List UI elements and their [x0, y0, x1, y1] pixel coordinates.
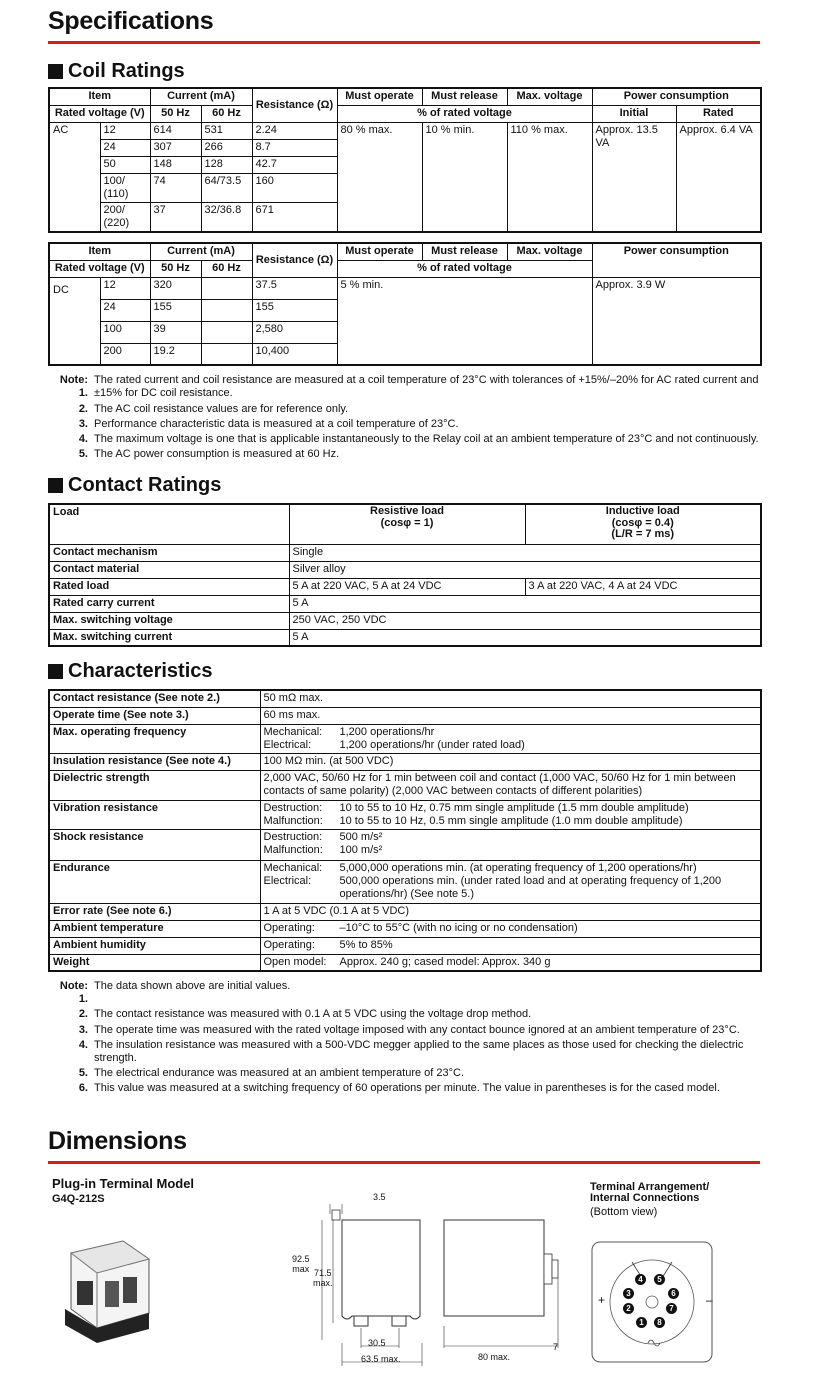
table-cell: 266	[201, 139, 252, 156]
row-label: Weight	[49, 954, 260, 971]
row-label: Contact resistance (See note 2.)	[49, 690, 260, 707]
row-value: 5 A at 220 VAC, 5 A at 24 VDC	[289, 578, 525, 595]
terminal-pin-3: 3	[623, 1288, 634, 1299]
hdr-max-voltage: Max. voltage	[507, 243, 592, 260]
dim-71-5: 71.5 max.	[313, 1267, 333, 1289]
hdr-60hz: 60 Hz	[201, 260, 252, 277]
dim-7: 7	[553, 1341, 559, 1352]
relay-photo-icon	[53, 1233, 153, 1345]
specs-title: Specifications	[48, 7, 214, 35]
row-value: Mechanical: 5,000,000 operations min. (at operating frequency of 1,200 operations/hr) Electrical: 500,000 operations min. (under rated load and at operating frequency of 1,200 operations/hr) (See note 5.)	[260, 861, 761, 904]
table-cell: 2,580	[252, 321, 337, 343]
table-cell: 24	[100, 299, 150, 321]
table-cell: 531	[201, 122, 252, 139]
note-item: Note: 1. The rated current and coil resistance are measured at a coil temperature of 23°C with tolerances of +15%/–20% for AC rated current and ±15% for DC coil resistance.	[59, 374, 759, 400]
table-cell: 614	[150, 122, 201, 139]
contact-ratings-table	[48, 503, 762, 647]
table-cell: 24	[100, 139, 150, 156]
row-label: Endurance	[49, 861, 260, 904]
note-item: 2. The contact resistance was measured with 0.1 A at 5 VDC using the voltage drop method.	[78, 1008, 532, 1021]
row-label: Shock resistance	[49, 830, 260, 861]
row-label: Operate time (See note 3.)	[49, 707, 260, 724]
table-cell: 155	[150, 299, 201, 321]
table-cell: 671	[252, 202, 337, 232]
square-bullet-icon	[48, 64, 63, 79]
table-cell: 307	[150, 139, 201, 156]
note-item: 5. The electrical endurance was measured at an ambient temperature of 23°C.	[78, 1067, 465, 1080]
table-cell: 100/ (110)	[100, 173, 150, 202]
hdr-rated: Rated	[676, 105, 761, 122]
table-cell: 155	[252, 299, 337, 321]
hdr-must-release: Must release	[422, 243, 507, 260]
ac-must-operate: 80 % max.	[337, 122, 422, 232]
table-cell: 12	[100, 277, 150, 299]
plus-terminal-label: +	[598, 1292, 606, 1307]
table-cell	[201, 277, 252, 299]
table-cell: 19.2	[150, 343, 201, 365]
row-value: 2,000 VAC, 50/60 Hz for 1 min between coil and contact (1,000 VAC, 50/60 Hz for 1 min between contacts of same polarity) (2,000 VAC between contacts of different polarities)	[260, 771, 761, 800]
coil-ac-table	[48, 87, 762, 233]
table-cell: 37	[150, 202, 201, 232]
table-cell: 10,400	[252, 343, 337, 365]
hdr-max-voltage: Max. voltage	[507, 88, 592, 105]
row-value: Operating: 5% to 85%	[260, 937, 761, 954]
terminal-pin-2: 2	[623, 1303, 634, 1314]
coil-ratings-heading: Coil Ratings	[48, 61, 760, 81]
table-cell: 320	[150, 277, 201, 299]
row-label: Rated carry current	[49, 595, 289, 612]
row-value: 3 A at 220 VAC, 4 A at 24 VDC	[525, 578, 761, 595]
ac-max-voltage: 110 % max.	[507, 122, 592, 232]
terminal-subtitle: (Bottom view)	[590, 1205, 658, 1218]
row-value: Operating: –10°C to 55°C (with no icing or no condensation)	[260, 920, 761, 937]
row-label: Max. operating frequency	[49, 724, 260, 753]
table-cell: 160	[252, 173, 337, 202]
dc-type: DC	[49, 277, 100, 365]
dim-80: 80 max.	[478, 1351, 511, 1362]
dc-power: Approx. 3.9 W	[592, 277, 761, 365]
hdr-50hz: 50 Hz	[150, 105, 201, 122]
table-cell: 2.24	[252, 122, 337, 139]
square-bullet-icon	[48, 478, 63, 493]
row-value: Destruction: 500 m/s² Malfunction: 100 m/s²	[260, 830, 761, 861]
coil-dc-table	[48, 242, 762, 366]
note-item: 3. Performance characteristic data is measured at a coil temperature of 23°C.	[78, 417, 459, 430]
note-item: 2. The AC coil resistance values are for reference only.	[78, 402, 349, 415]
minus-terminal-label: –	[706, 1292, 713, 1307]
hdr-resistance: Resistance (Ω)	[252, 88, 337, 122]
row-label: Contact material	[49, 561, 289, 578]
contact-ratings-heading: Contact Ratings	[48, 475, 760, 495]
hdr-item: Item	[49, 243, 150, 260]
dim-63-5: 63.5 max.	[361, 1353, 401, 1364]
resistive-load-header: Resistive load (cosφ = 1)	[289, 504, 525, 544]
row-value: 1 A at 5 VDC (0.1 A at 5 VDC)	[260, 903, 761, 920]
row-value: Single	[289, 544, 761, 561]
table-cell: 50	[100, 156, 150, 173]
table-cell: 148	[150, 156, 201, 173]
row-value: Destruction: 10 to 55 to 10 Hz, 0.75 mm single amplitude (1.5 mm double amplitude) Malfunction: 10 to 55 to 10 Hz, 0.5 mm single amplitude (1.0 mm double amplitude)	[260, 800, 761, 829]
char-notes	[48, 980, 760, 1096]
table-cell	[201, 299, 252, 321]
row-label: Max. switching current	[49, 629, 289, 646]
row-value: 100 MΩ min. (at 500 VDC)	[260, 754, 761, 771]
dims-heading-row	[48, 1120, 760, 1164]
ac-initial: Approx. 13.5 VA	[592, 122, 676, 232]
dimensions-section	[48, 1168, 760, 1378]
table-cell	[201, 343, 252, 365]
row-value: 250 VAC, 250 VDC	[289, 612, 761, 629]
dim-92-5: 92.5 max	[292, 1253, 310, 1275]
row-value: 5 A	[289, 595, 761, 612]
specs-heading-row	[48, 0, 760, 44]
datasheet-page	[48, 0, 760, 1378]
hdr-power: Power consumption	[592, 88, 761, 105]
row-label: Contact mechanism	[49, 544, 289, 561]
terminal-pin-4: 4	[635, 1274, 646, 1285]
inductive-load-header: Inductive load (cosφ = 0.4) (L/R = 7 ms)	[525, 504, 761, 544]
side-view-drawing	[440, 1218, 570, 1368]
row-label: Ambient humidity	[49, 937, 260, 954]
terminal-pin-1: 1	[636, 1317, 647, 1328]
terminal-pin-5: 5	[654, 1274, 665, 1285]
table-cell: 64/73.5	[201, 173, 252, 202]
row-label: Insulation resistance (See note 4.)	[49, 754, 260, 771]
hdr-initial: Initial	[592, 105, 676, 122]
row-label: Rated load	[49, 578, 289, 595]
characteristics-table	[48, 689, 762, 972]
table-cell: 128	[201, 156, 252, 173]
row-value: Open model: Approx. 240 g; cased model: Approx. 340 g	[260, 954, 761, 971]
table-cell: 32/36.8	[201, 202, 252, 232]
table-cell: 8.7	[252, 139, 337, 156]
contact-load-label: Load	[49, 504, 289, 544]
hdr-item: Item	[49, 88, 150, 105]
dim-30-5: 30.5	[368, 1337, 386, 1348]
note-item: 3. The operate time was measured with the rated voltage imposed with any contact bounce ignored at an ambient temperature of 23°C.	[78, 1023, 740, 1036]
hdr-current: Current (mA)	[150, 243, 252, 260]
dc-must-operate: 5 % min.	[337, 277, 592, 365]
dim-3-5: 3.5	[373, 1191, 386, 1202]
note-item: 5. The AC power consumption is measured at 60 Hz.	[78, 448, 340, 461]
table-cell: 42.7	[252, 156, 337, 173]
coil-notes	[48, 374, 760, 461]
square-bullet-icon	[48, 664, 63, 679]
note-item: 4. The maximum voltage is one that is applicable instantaneously to the Relay coil at an ambient temperature of 23°C and not continuously.	[78, 433, 759, 445]
row-label: Error rate (See note 6.)	[49, 903, 260, 920]
terminal-diagram	[590, 1240, 715, 1365]
hdr-pct: % of rated voltage	[337, 105, 592, 122]
table-cell: 200	[100, 343, 150, 365]
hdr-50hz: 50 Hz	[150, 260, 201, 277]
hdr-current: Current (mA)	[150, 88, 252, 105]
table-cell: 200/ (220)	[100, 202, 150, 232]
model-code: G4Q-212S	[52, 1192, 105, 1205]
row-label: Ambient temperature	[49, 920, 260, 937]
dims-title: Dimensions	[48, 1126, 187, 1155]
row-value: Mechanical: 1,200 operations/hr Electrical: 1,200 operations/hr (under rated load)	[260, 724, 761, 753]
row-label: Dielectric strength	[49, 771, 260, 800]
hdr-60hz: 60 Hz	[201, 105, 252, 122]
hdr-pct: % of rated voltage	[337, 260, 592, 277]
row-value: Silver alloy	[289, 561, 761, 578]
hdr-rated-voltage: Rated voltage (V)	[49, 260, 150, 277]
note-item: 4. The insulation resistance was measured with a 500-VDC megger applied to the same places as those used for checking the dielectric strength.	[78, 1038, 744, 1064]
row-label: Vibration resistance	[49, 800, 260, 829]
table-cell: 37.5	[252, 277, 337, 299]
hdr-must-operate: Must operate	[337, 243, 422, 260]
terminal-pin-7: 7	[666, 1303, 677, 1314]
note-item: 6. This value was measured at a switching frequency of 60 operations per minute. The value in parentheses is for the cased model.	[78, 1082, 720, 1095]
hdr-must-release: Must release	[422, 88, 507, 105]
row-label: Max. switching voltage	[49, 612, 289, 629]
row-value: 50 mΩ max.	[260, 690, 761, 707]
terminal-pin-6: 6	[668, 1288, 679, 1299]
table-cell: 74	[150, 173, 201, 202]
row-value: 60 ms max.	[260, 707, 761, 724]
hdr-resistance: Resistance (Ω)	[252, 243, 337, 277]
table-cell: 12	[100, 122, 150, 139]
ac-type: AC	[49, 122, 100, 232]
table-cell	[201, 321, 252, 343]
row-value: 5 A	[289, 629, 761, 646]
hdr-must-operate: Must operate	[337, 88, 422, 105]
table-cell: 39	[150, 321, 201, 343]
hdr-power: Power consumption	[592, 243, 761, 277]
characteristics-heading: Characteristics	[48, 661, 760, 681]
terminal-title: Terminal Arrangement/ Internal Connections	[590, 1180, 710, 1205]
terminal-pin-8: 8	[654, 1317, 665, 1328]
hdr-rated-voltage: Rated voltage (V)	[49, 105, 150, 122]
ac-rated: Approx. 6.4 VA	[676, 122, 761, 232]
model-title: Plug-in Terminal Model	[52, 1175, 195, 1191]
ac-must-release: 10 % min.	[422, 122, 507, 232]
table-cell: 100	[100, 321, 150, 343]
note-item: Note: 1. The data shown above are initial values.	[59, 980, 291, 1006]
